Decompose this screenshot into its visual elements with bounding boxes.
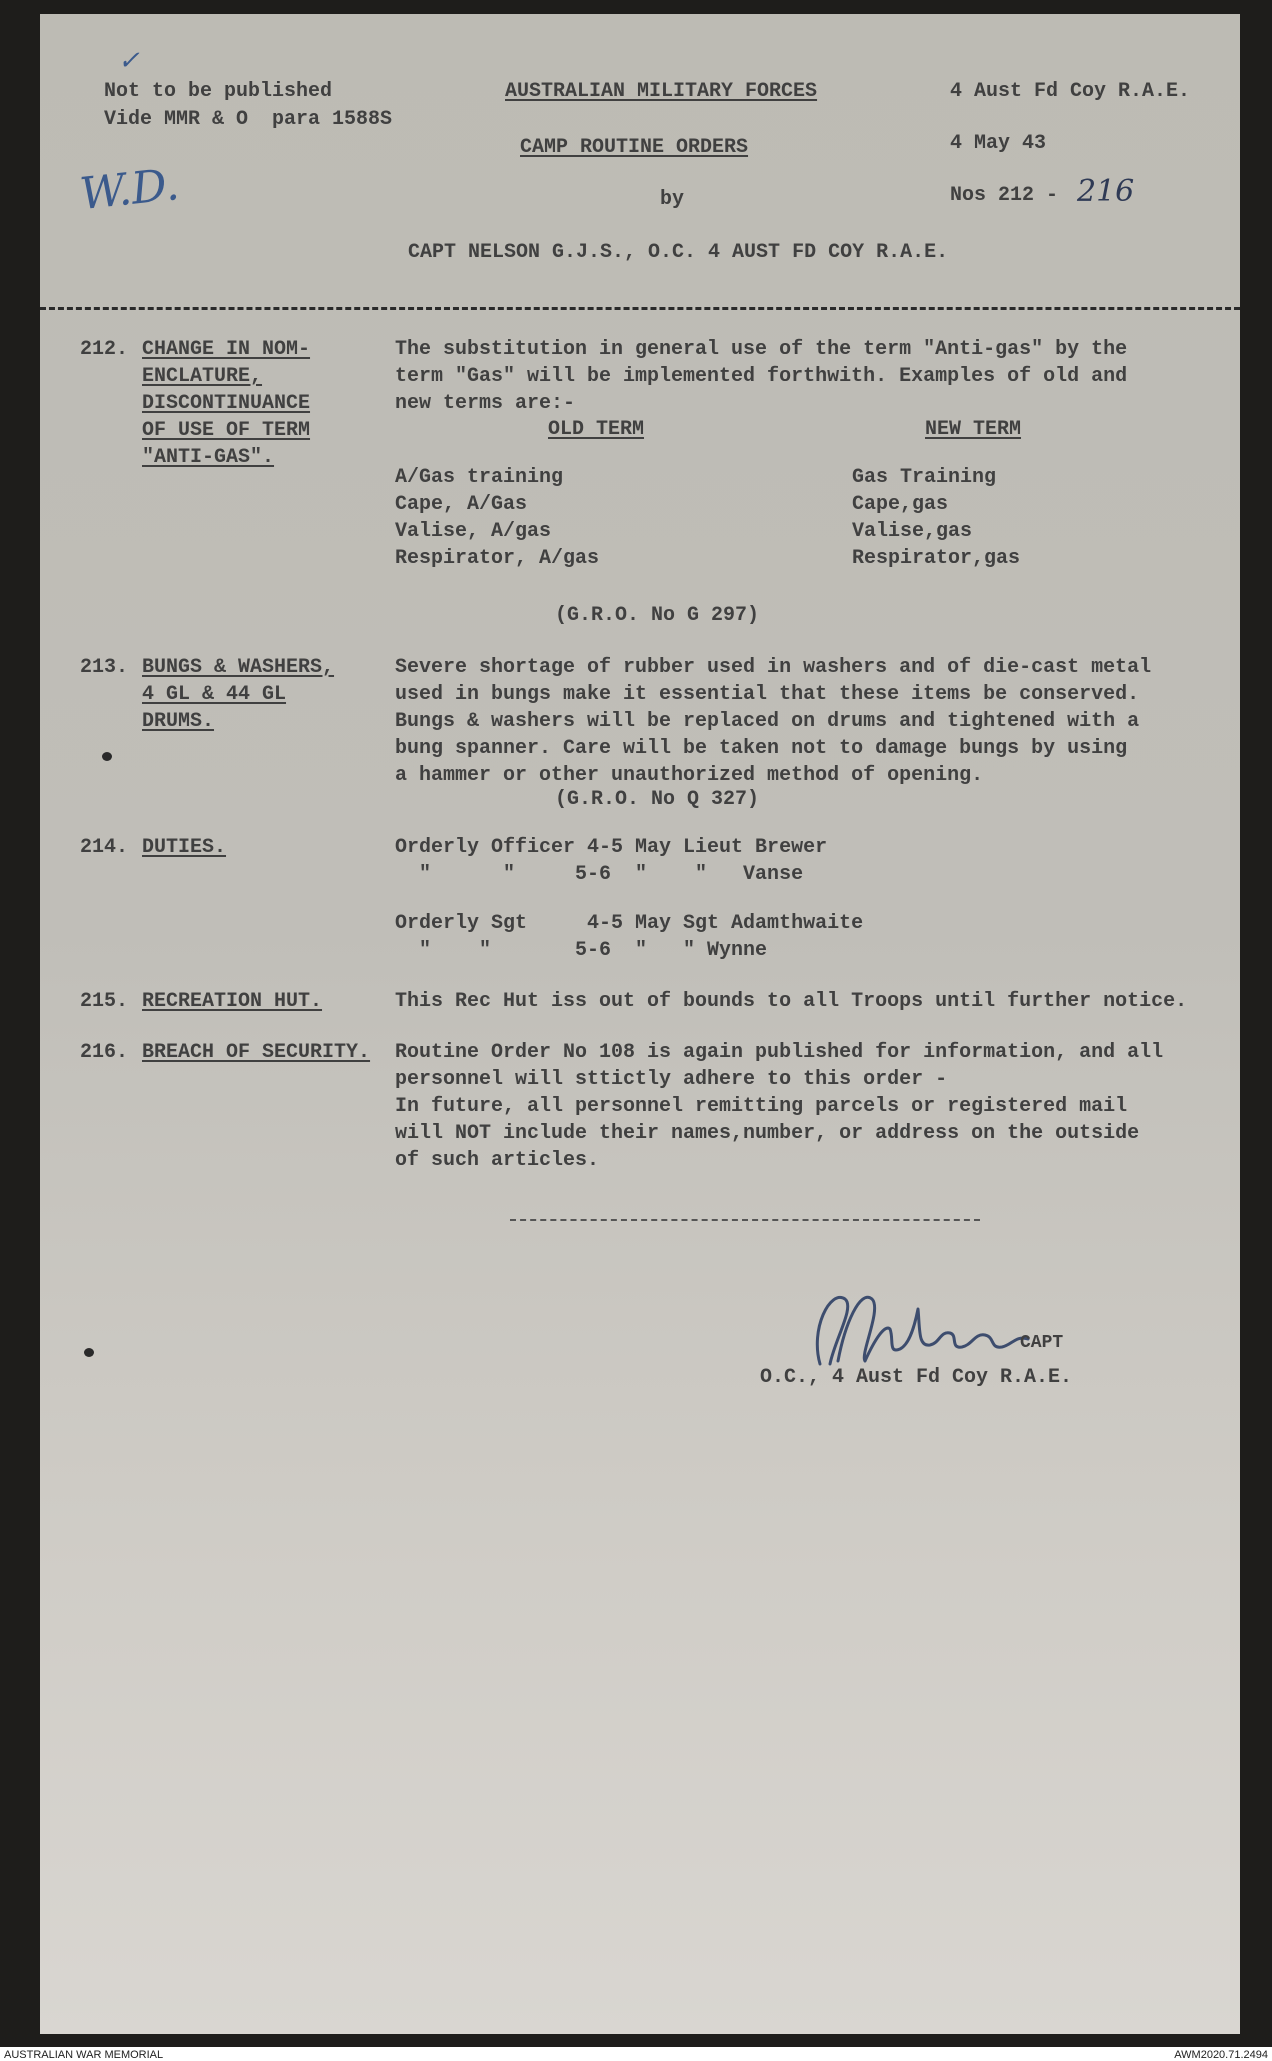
order-212-heading: OF USE OF TERM [142, 419, 311, 442]
order-215-number: 215. [80, 990, 129, 1013]
order-212-body-line: new terms are:- [395, 392, 576, 415]
order-213-body-line: a hammer or other unauthorized method of opening. [395, 764, 984, 787]
new-term: Gas Training [852, 466, 997, 489]
old-term: A/Gas training [395, 466, 564, 489]
old-term: Respirator, A/gas [395, 547, 600, 570]
order-213-reference: (G.R.O. No Q 327) [555, 788, 760, 811]
restriction-line-2: Vide MMR & O para 1588S [104, 108, 393, 131]
old-term: Valise, A/gas [395, 520, 552, 543]
new-term: Cape,gas [852, 493, 949, 516]
order-214-heading: DUTIES. [142, 836, 227, 859]
unit-label: 4 Aust Fd Coy R.A.E. [950, 80, 1191, 103]
order-216-number: 216. [80, 1041, 129, 1064]
footer-left: AUSTRALIAN WAR MEMORIAL [4, 2049, 164, 2061]
order-212-heading: DISCONTINUANCE [142, 392, 311, 415]
new-term: Valise,gas [852, 520, 973, 543]
new-term: Respirator,gas [852, 547, 1021, 570]
order-212-body-line: The substitution in general use of the term "Anti-gas" by the [395, 338, 1128, 361]
order-214-body-line: " " 5-6 " " Wynne [395, 939, 768, 962]
order-212-heading: CHANGE IN NOM- [142, 338, 311, 361]
order-213-number: 213. [80, 656, 129, 679]
order-213-body-line: bung spanner. Care will be taken not to damage bungs by using [395, 737, 1128, 760]
date-label: 4 May 43 [950, 132, 1047, 155]
order-215-heading: RECREATION HUT. [142, 990, 323, 1013]
signature-image [790, 1269, 1090, 1379]
order-214-body-line: Orderly Officer 4-5 May Lieut Brewer [395, 836, 828, 859]
order-213-body-line: Bungs & washers will be replaced on drums and tightened with a [395, 710, 1140, 733]
signature-rank: CAPT [1020, 1333, 1064, 1353]
document-page [40, 14, 1240, 2034]
punch-hole [102, 752, 112, 761]
order-213-body-line: used in bungs make it essential that these items be conserved. [395, 683, 1140, 706]
issuer-line: CAPT NELSON G.J.S., O.C. 4 AUST FD COY R.A.E. [408, 241, 949, 264]
order-216-body-line: will NOT include their names,number, or address on the outside [395, 1122, 1140, 1145]
order-212-body-line: term "Gas" will be implemented forthwith. Examples of old and [395, 365, 1128, 388]
organisation-heading: AUSTRALIAN MILITARY FORCES [505, 80, 818, 103]
order-213-heading: DRUMS. [142, 710, 215, 733]
order-214-body-line: Orderly Sgt 4-5 May Sgt Adamthwaite [395, 912, 864, 935]
order-212-number: 212. [80, 338, 129, 361]
document-title: CAMP ROUTINE ORDERS [520, 136, 749, 159]
order-215-body-line: This Rec Hut iss out of bounds to all Troops until further notice. [395, 990, 1188, 1013]
handwritten-tick: ✓ [118, 46, 140, 76]
header-divider [40, 307, 1240, 310]
by-label: by [660, 188, 685, 211]
new-term-header: NEW TERM [925, 418, 1022, 441]
order-numbers-handwritten: 216 [1077, 174, 1135, 209]
order-212-heading: ENCLATURE, [142, 365, 263, 388]
old-term-header: OLD TERM [548, 418, 645, 441]
order-216-body-line: personnel will sttictly adhere to this order - [395, 1068, 948, 1091]
signature-title: O.C., 4 Aust Fd Coy R.A.E. [760, 1366, 1073, 1389]
order-216-body-line: In future, all personnel remitting parcels or registered mail [395, 1095, 1128, 1118]
order-213-heading: 4 GL & 44 GL [142, 683, 287, 706]
old-term: Cape, A/Gas [395, 493, 528, 516]
handwritten-annotation: W.D. [77, 158, 182, 221]
order-213-heading: BUNGS & WASHERS, [142, 656, 335, 679]
footer-right: AWM2020.71.2494 [1174, 2049, 1268, 2061]
order-216-body-line: of such articles. [395, 1149, 600, 1172]
closing-divider [510, 1219, 980, 1221]
restriction-line-1: Not to be published [104, 80, 333, 103]
order-214-body-line: " " 5-6 " " Vanse [395, 863, 804, 886]
order-212-heading: "ANTI-GAS". [142, 446, 275, 469]
order-213-body-line: Severe shortage of rubber used in washers and of die-cast metal [395, 656, 1152, 679]
order-212-reference: (G.R.O. No G 297) [555, 604, 760, 627]
order-numbers: Nos 212 - [950, 184, 1059, 207]
order-216-heading: BREACH OF SECURITY. [142, 1041, 371, 1064]
order-216-body-line: Routine Order No 108 is again published for information, and all [395, 1041, 1164, 1064]
punch-hole [84, 1348, 94, 1357]
order-214-number: 214. [80, 836, 129, 859]
